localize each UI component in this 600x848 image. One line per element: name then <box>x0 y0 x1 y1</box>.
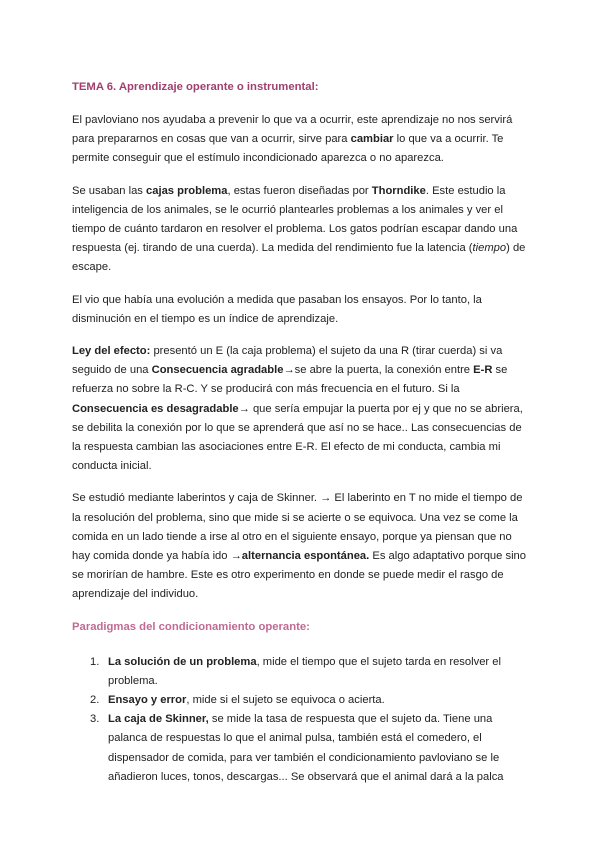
p4-bold-er: E-R <box>473 364 493 377</box>
paradigm-list <box>72 653 530 787</box>
list-item-number: 2. <box>90 694 100 707</box>
paragraph-pavloviano <box>72 111 530 169</box>
p5-bold-alternancia-text: →alternancia espontánea. <box>230 550 370 563</box>
p5-text-a: Se estudió mediante laberintos y caja de Skinner. → El laberinto en T no mide el tiempo de la resolución del problema, sino que mide si se acierte o se equivoca. Una vez se come la comida en un lado tiende a irse al otro en el siguiente ensayo, porque ya piensan que no hay comida donde ya había ido <box>72 492 523 563</box>
p2-bold-thorndike: Thorndike <box>371 184 426 197</box>
p2-bold-cajas: cajas problema <box>146 184 228 197</box>
paragraph-evolucion: El vio que había una evolución a medida que pasaban los ensayos. Por lo tanto, la disminución en el tiempo es un índice de aprendizaje. <box>72 293 482 325</box>
p4-bold-agradable: Consecuencia agradable <box>151 364 284 377</box>
document-page <box>72 78 530 787</box>
list-item-bold: La solución de un problema <box>108 655 257 668</box>
paragraph-cajas-problema <box>72 182 530 278</box>
list-item-number: 1. <box>90 655 100 668</box>
p1-text-c: lo que va a ocurrir. Te permite conseguir que el estímulo incondicionado aparezca o no aparezca. <box>72 133 504 165</box>
p1-text-a: El pavloviano nos ayudaba a prevenir lo que va a ocurrir, este aprendizaje no nos servirá para prepararnos en cosas que van a ocurrir, sirve para <box>72 114 513 146</box>
p4-text-d: →se abre la puerta, la conexión entre <box>283 364 474 377</box>
section-subtitle: Paradigmas del condicionamiento operante: <box>72 620 310 633</box>
p2-text-a: Se usaban las <box>72 184 147 197</box>
list-item-bold: Ensayo y error <box>108 694 187 707</box>
p5-bold-alternancia <box>231 550 370 562</box>
p4-bold-ley: Ley del efecto: <box>72 345 151 358</box>
list-item <box>72 691 530 710</box>
p1-bold-cambiar: cambiar <box>350 133 394 146</box>
p2-italic-tiempo: tiempo <box>472 242 507 255</box>
paragraph-laberintos <box>72 489 530 604</box>
p2-text-g: ) de escape. <box>72 242 526 274</box>
page-title: TEMA 6. Aprendizaje operante o instrumental: <box>72 81 319 93</box>
p5-text-c: Es algo adaptativo porque sino se morirían de hambre. Este es otro experimento en donde se puede medir el rasgo de aprendizaje del individuo. <box>72 550 526 601</box>
p4-text-h: → que sería empujar la puerta por ej y que no se abriera, se debilita la conexión por lo que se aprenderá que así no se hace.. Las consecuencias de la respuesta cambian las asociaciones entre E-R. El efecto de mi conducta, cambia mi conducta inicial. <box>72 402 523 473</box>
list-item <box>72 710 530 787</box>
p2-text-c: , estas fueron diseñadas por <box>227 184 372 197</box>
list-item-text: se mide la tasa de respuesta que el sujeto da. Tiene una palanca de respuestas lo que el animal pulsa, también está el comedero, el dispensador de comida, para ver también el condicionamiento pavloviano se le añadieron luces, tonos, descargas... Se observará que el animal dará a la palca <box>108 713 504 783</box>
p4-bold-desagradable: Consecuencia es desagradable <box>72 402 239 415</box>
list-item-bold: La caja de Skinner, <box>108 713 209 726</box>
list-item <box>72 653 530 691</box>
list-item-text: , mide si el sujeto se equivoca o acierta. <box>186 694 385 707</box>
list-item-number: 3. <box>90 713 100 726</box>
p4-text-b: presentó un E (la caja problema) el sujeto da una R (tirar cuerda) si va seguido de una <box>72 345 503 377</box>
p2-text-e: . Este estudio la inteligencia de los animales, se le ocurrió plantearles problemas a los animales y ver el tiempo de cuánto tardaron en resolver el problema. Los gatos podrían escapar dando una respuesta (ej. tirando de una cuerda). La medida del rendimiento fue la latencia ( <box>72 184 518 255</box>
p4-text-f: se refuerza no sobre la R-C. Y se producirá con más frecuencia en el futuro. Si la <box>72 364 508 396</box>
list-item-text: , mide el tiempo que el sujeto tarda en resolver el problema. <box>108 655 501 687</box>
paragraph-ley-del-efecto <box>72 342 530 476</box>
